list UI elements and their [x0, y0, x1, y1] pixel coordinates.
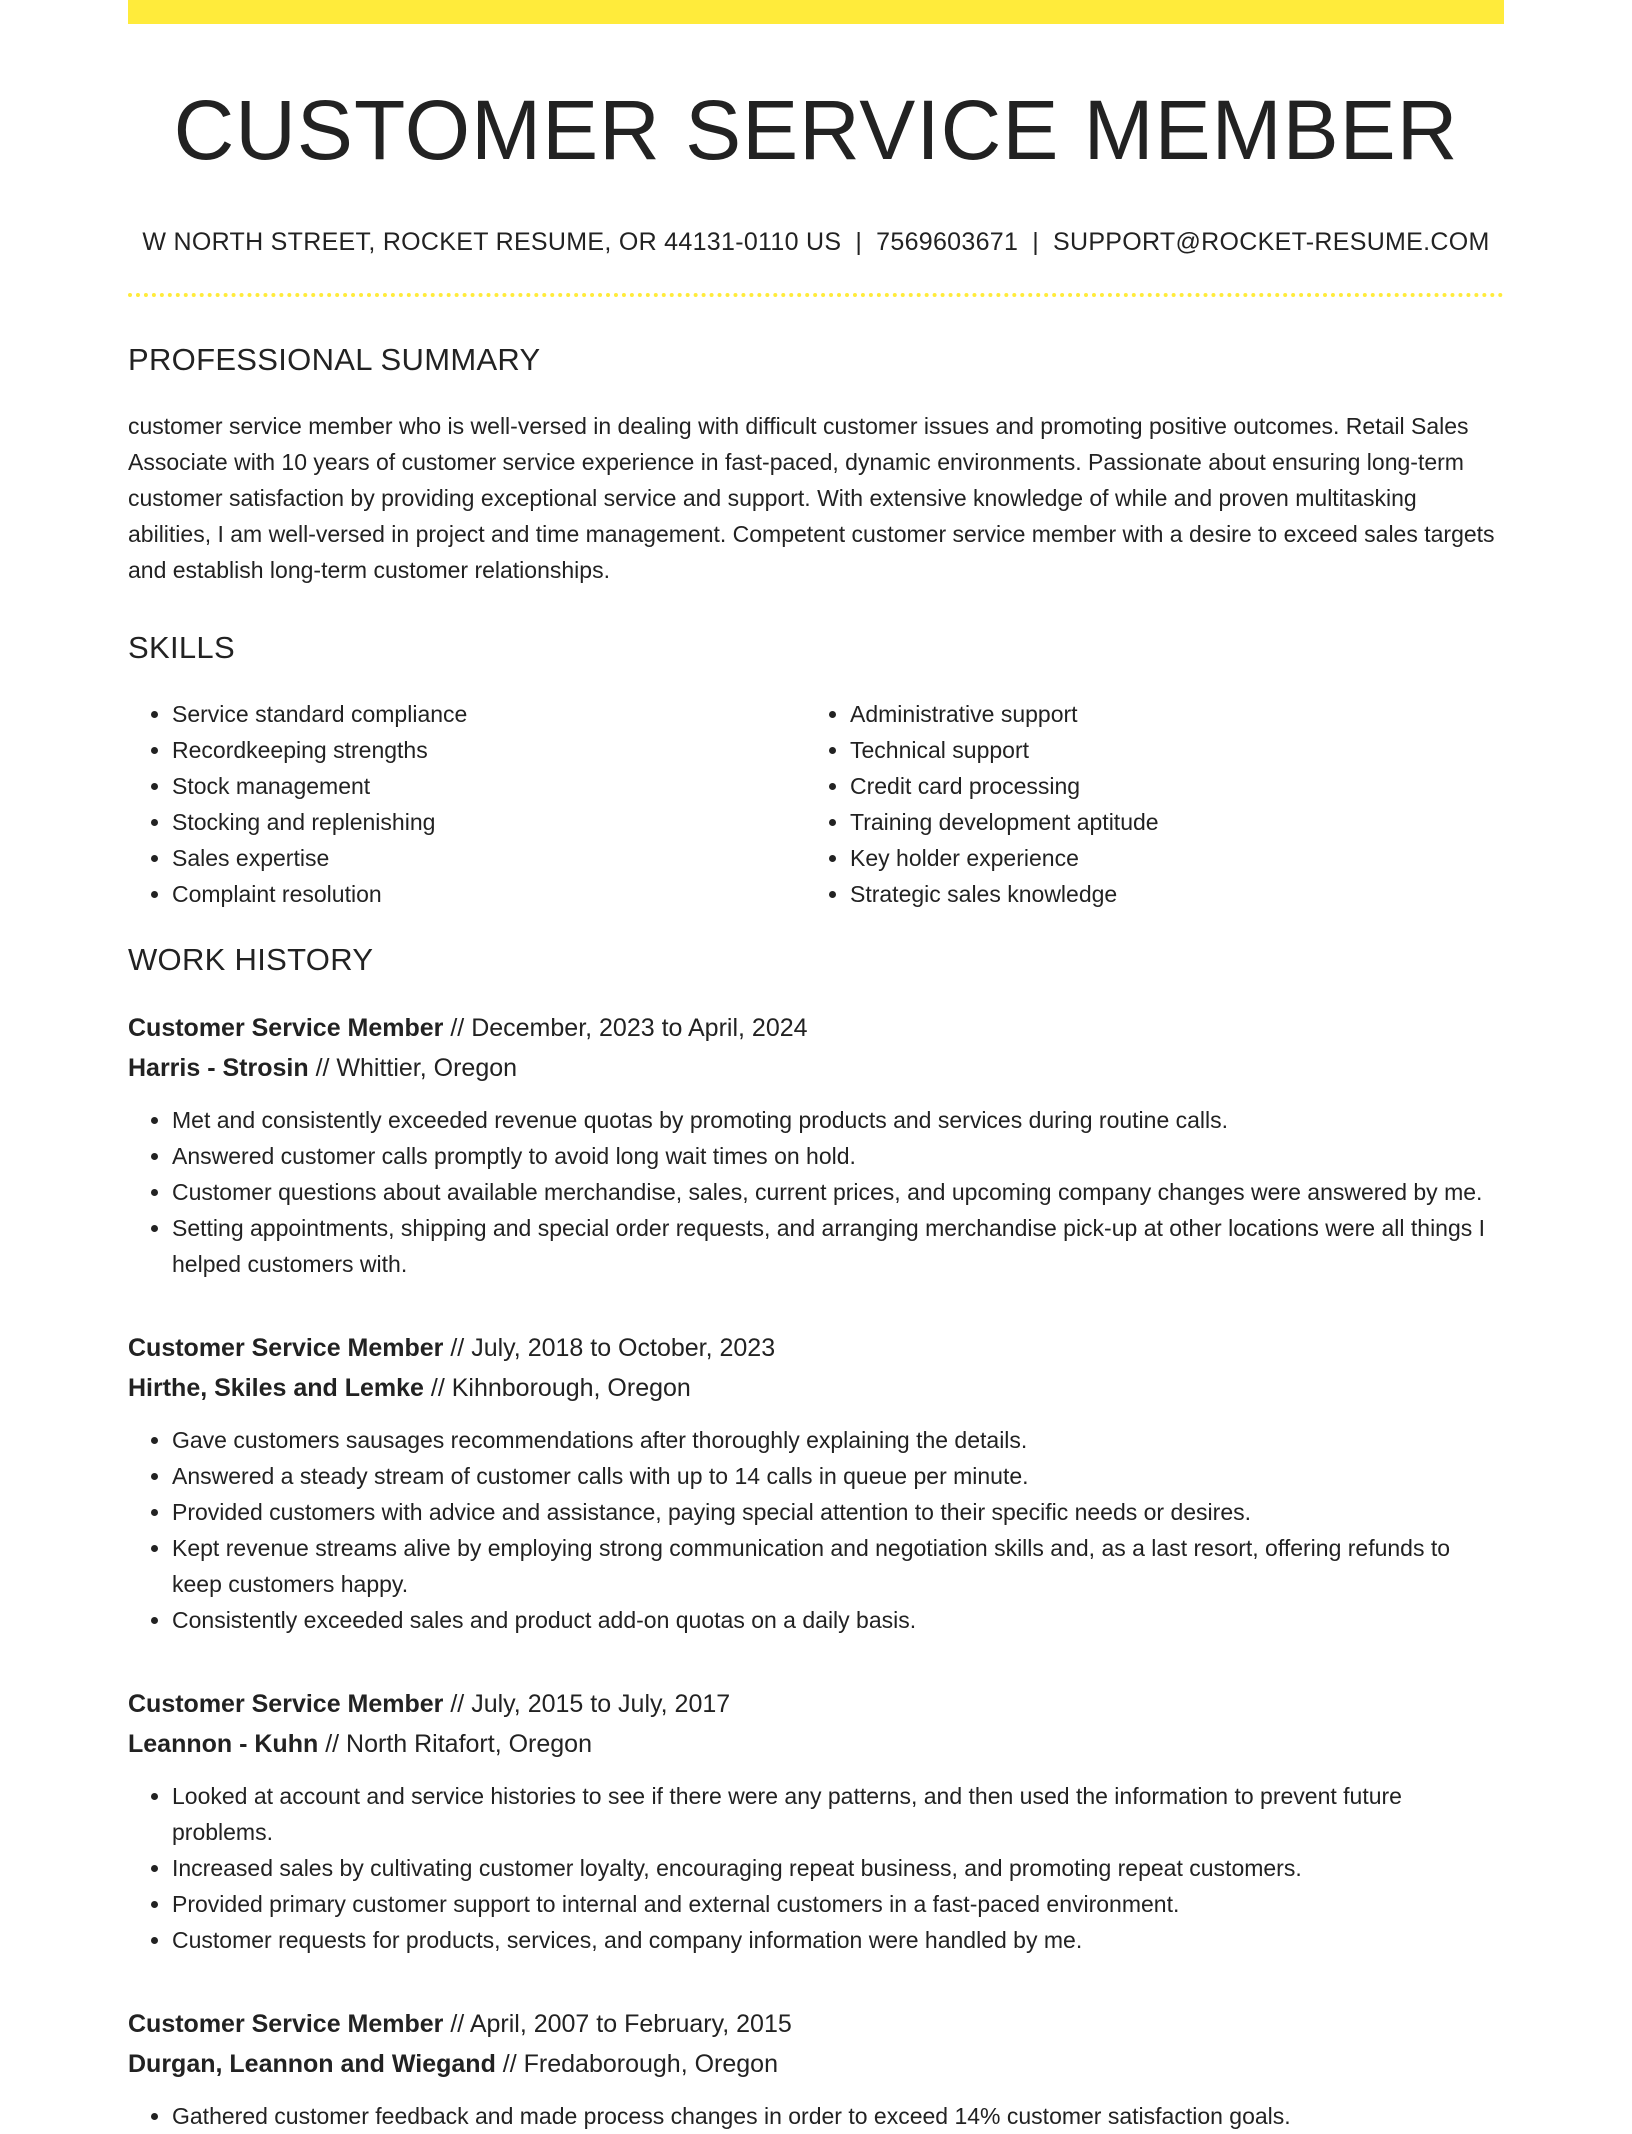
job-entry	[128, 1008, 1504, 1282]
skill-item: • Key holder experience	[850, 840, 1484, 876]
job-role: Customer Service Member	[128, 1014, 444, 1043]
dotted-divider	[128, 293, 1504, 297]
skill-item: • Strategic sales knowledge	[850, 876, 1484, 912]
skills-grid	[128, 696, 1504, 912]
summary-section-title: PROFESSIONAL SUMMARY	[128, 342, 541, 378]
job-bullet: • Customer requests for products, services, and company information were handled by me.	[172, 1922, 1504, 1958]
job-role-line	[128, 1008, 1504, 1048]
skill-item: • Recordkeeping strengths	[172, 732, 806, 768]
job-entry	[128, 2004, 1504, 2134]
job-company-line	[128, 1724, 1504, 1764]
contact-phone: 7569603671	[876, 228, 1019, 257]
job-location: // Kihnborough, Oregon	[430, 1374, 691, 1403]
job-bullet: • Customer questions about available merchandise, sales, current prices, and upcoming company changes were answered by me.	[172, 1174, 1504, 1210]
skill-item: • Sales expertise	[172, 840, 806, 876]
job-bullets	[128, 1102, 1504, 1282]
summary-text: customer service member who is well-versed in dealing with difficult customer issues and promoting positive outcomes. Retail Sales Associate with 10 years of customer service experience in fast-paced, dynamic environments. Passionate about ensuring long-term customer satisfaction by providing exceptional service and support. With extensive knowledge of while and proven multitasking abilities, I am well-versed in project and time management. Competent customer service member with a desire to exceed sales targets and establish long-term customer relationships.	[128, 413, 1495, 584]
skill-item: • Technical support	[850, 732, 1484, 768]
job-dates: // December, 2023 to April, 2024	[450, 1014, 808, 1043]
contact-separator: |	[1032, 228, 1039, 257]
skill-item: • Stock management	[172, 768, 806, 804]
job-bullet: • Setting appointments, shipping and special order requests, and arranging merchandise pick-up at other locations were all things I helped customers with.	[172, 1210, 1504, 1282]
skill-item: • Stocking and replenishing	[172, 804, 806, 840]
job-role-line	[128, 1328, 1504, 1368]
contact-line	[128, 228, 1504, 257]
work-history-section-title: WORK HISTORY	[128, 942, 374, 978]
job-bullet: • Met and consistently exceeded revenue quotas by promoting products and services during routine calls.	[172, 1102, 1504, 1138]
job-role: Customer Service Member	[128, 1690, 444, 1719]
job-bullet: • Increased sales by cultivating customer loyalty, encouraging repeat business, and promoting repeat customers.	[172, 1850, 1504, 1886]
job-location: // Fredaborough, Oregon	[502, 2050, 778, 2079]
skill-item: • Administrative support	[850, 696, 1484, 732]
job-company: Hirthe, Skiles and Lemke	[128, 1374, 424, 1403]
skills-section-title: SKILLS	[128, 630, 235, 666]
job-company-line	[128, 1368, 1504, 1408]
skill-item: • Credit card processing	[850, 768, 1484, 804]
contact-separator: |	[855, 228, 863, 257]
job-bullet: • Looked at account and service histories to see if there were any patterns, and then used the information to prevent future problems.	[172, 1778, 1504, 1850]
job-bullet: • Provided customers with advice and assistance, paying special attention to their specific needs or desires.	[172, 1494, 1504, 1530]
job-dates: // July, 2018 to October, 2023	[450, 1334, 776, 1363]
job-location: // North Ritafort, Oregon	[325, 1730, 592, 1759]
skills-left-list	[128, 696, 806, 912]
skill-item: • Service standard compliance	[172, 696, 806, 732]
job-dates: // April, 2007 to February, 2015	[450, 2010, 792, 2039]
job-bullet: • Gave customers sausages recommendations after thoroughly explaining the details.	[172, 1422, 1504, 1458]
job-role: Customer Service Member	[128, 1334, 444, 1363]
contact-email: SUPPORT@ROCKET-RESUME.COM	[1053, 228, 1490, 257]
job-entry	[128, 1328, 1504, 1638]
job-bullet: • Consistently exceeded sales and product add-on quotas on a daily basis.	[172, 1602, 1504, 1638]
job-role-line	[128, 2004, 1504, 2044]
job-company: Durgan, Leannon and Wiegand	[128, 2050, 496, 2079]
resume-page	[128, 0, 1504, 2134]
job-bullet: • Answered customer calls promptly to avoid long wait times on hold.	[172, 1138, 1504, 1174]
job-bullet: • Kept revenue streams alive by employing strong communication and negotiation skills and, as a last resort, offering refunds to keep customers happy.	[172, 1530, 1504, 1602]
job-company-line	[128, 2044, 1504, 2084]
job-bullets	[128, 2098, 1504, 2134]
resume-name-heading: CUSTOMER SERVICE MEMBER	[173, 83, 1459, 177]
accent-top-bar	[128, 0, 1504, 24]
job-bullets	[128, 1422, 1504, 1638]
skill-item: • Complaint resolution	[172, 876, 806, 912]
job-company: Harris - Strosin	[128, 1054, 309, 1083]
job-role-line	[128, 1684, 1504, 1724]
skill-item: • Training development aptitude	[850, 804, 1484, 840]
job-company: Leannon - Kuhn	[128, 1730, 319, 1759]
job-bullet: • Gathered customer feedback and made process changes in order to exceed 14% customer satisfaction goals.	[172, 2098, 1504, 2134]
skills-right-list	[806, 696, 1484, 912]
job-company-line	[128, 1048, 1504, 1088]
job-bullet: • Answered a steady stream of customer calls with up to 14 calls in queue per minute.	[172, 1458, 1504, 1494]
job-location: // Whittier, Oregon	[315, 1054, 518, 1083]
job-entry	[128, 1684, 1504, 1958]
job-role: Customer Service Member	[128, 2010, 444, 2039]
job-bullet: • Provided primary customer support to internal and external customers in a fast-paced environment.	[172, 1886, 1504, 1922]
job-bullets	[128, 1778, 1504, 1958]
job-dates: // July, 2015 to July, 2017	[450, 1690, 731, 1719]
contact-address: W NORTH STREET, ROCKET RESUME, OR 44131-0110 US	[142, 228, 842, 257]
